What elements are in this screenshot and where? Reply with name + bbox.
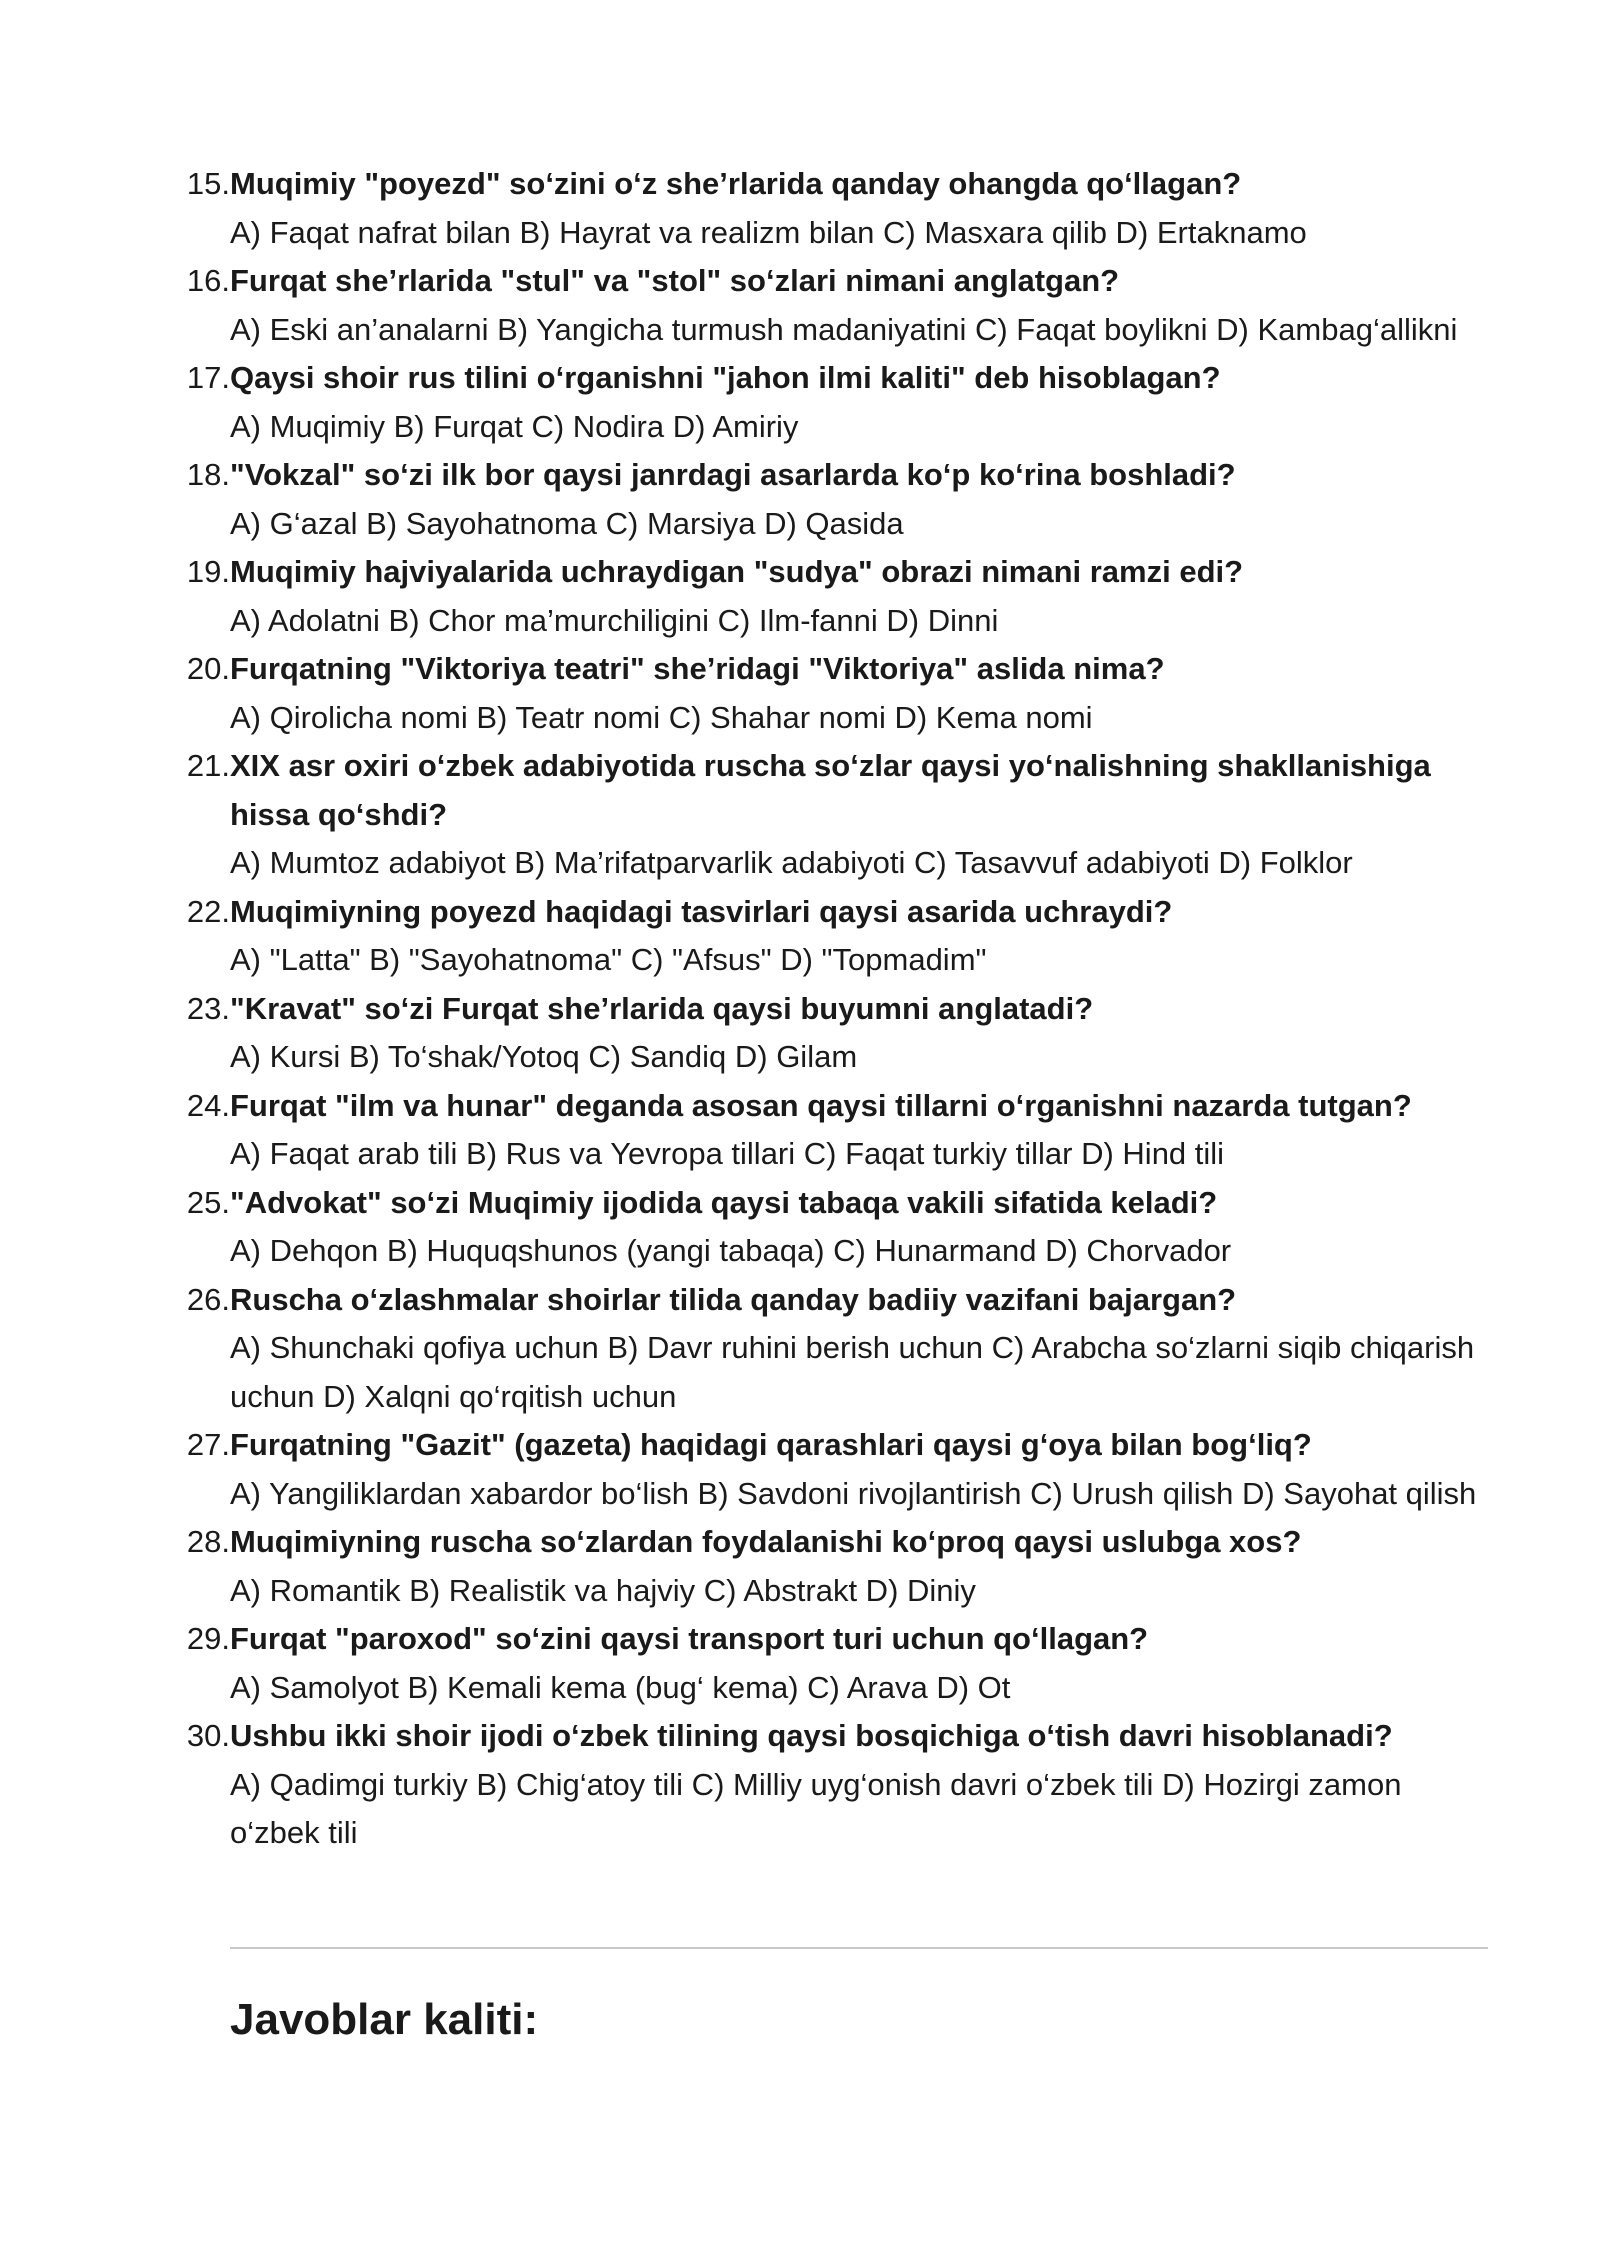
question-text: Muqimiy hajviyalarida uchraydigan "sudya" obrazi nimani ramzi edi? (230, 554, 1244, 589)
question-text: Qaysi shoir rus tilini o‘rganishni "jahon ilmi kaliti" deb hisoblagan? (230, 360, 1221, 395)
question-body (230, 888, 1490, 985)
question-options: A) Romantik B) Realistik va hajviy C) Abstrakt D) Diniy (230, 1572, 976, 1608)
question-number: 30. (186, 1718, 230, 1753)
section-divider (230, 1947, 1488, 1949)
question-item (180, 1421, 1490, 1518)
question-text: "Kravat" so‘zi Furqat she’rlarida qaysi buyumni anglatadi? (230, 990, 1094, 1026)
question-body (230, 451, 1490, 548)
question-number: 20. (186, 651, 230, 686)
question-text: Muqimiyning poyezd haqidagi tasvirlari qaysi asarida uchraydi? (230, 893, 1173, 929)
question-text: Furqat "paroxod" so‘zini qaysi transport turi uchun qo‘llagan? (230, 1621, 1149, 1656)
question-body (230, 160, 1490, 257)
question-options: A) Mumtoz adabiyot B) Ma’rifatparvarlik adabiyoti C) Tasavvuf adabiyoti D) Folklor (230, 845, 1353, 880)
question-item (180, 354, 1490, 451)
question-number: 15. (186, 166, 230, 201)
question-body (230, 548, 1490, 645)
question-body (230, 645, 1490, 742)
question-text: Furqat "ilm va hunar" deganda asosan qaysi tillarni o‘rganishni nazarda tutgan? (230, 1087, 1412, 1123)
question-number: 18. (186, 457, 230, 492)
question-number: 28. (186, 1524, 230, 1559)
question-number: 29. (186, 1621, 230, 1656)
question-body (230, 354, 1490, 451)
question-body (230, 1082, 1490, 1179)
question-number: 22. (186, 893, 230, 929)
question-text: Ruscha o‘zlashmalar shoirlar tilida qanday badiiy vazifani bajargan? (230, 1281, 1237, 1317)
question-text: "Advokat" so‘zi Muqimiy ijodida qaysi tabaqa vakili sifatida keladi? (230, 1184, 1218, 1220)
question-options: A) Qadimgi turkiy B) Chig‘atoy tili C) Milliy uyg‘onish davri o‘zbek tili D) Hozirgi zamon o‘zbek tili (230, 1766, 1402, 1850)
question-options: A) Samolyot B) Kemali kema (bug‘ kema) C) Arava D) Ot (230, 1669, 1011, 1705)
question-options: A) Eski an’analarni B) Yangicha turmush madaniyatini C) Faqat boylikni D) Kambag‘allikni (230, 311, 1458, 347)
question-item (180, 1082, 1490, 1179)
question-item (180, 548, 1490, 645)
question-number: 19. (186, 554, 230, 589)
question-text: XIX asr oxiri o‘zbek adabiyotida ruscha so‘zlar qaysi yo‘nalishning shakllanishiga hissa qo‘shdi? (230, 748, 1431, 832)
question-item (180, 1712, 1490, 1858)
question-body (230, 1518, 1490, 1615)
question-item (180, 1518, 1490, 1615)
question-item (180, 742, 1490, 888)
question-item (180, 1276, 1490, 1422)
question-options: A) Adolatni B) Chor ma’murchiligini C) Ilm-fanni D) Dinni (230, 602, 999, 638)
question-item (180, 985, 1490, 1082)
question-number: 17. (186, 360, 230, 395)
question-options: A) Shunchaki qofiya uchun B) Davr ruhini berish uchun C) Arabcha so‘zlarni siqib chiqarish uchun D) Xalqni qo‘rqitish uchun (230, 1330, 1475, 1414)
question-text: Furqatning "Gazit" (gazeta) haqidagi qarashlari qaysi g‘oya bilan bog‘liq? (230, 1427, 1312, 1462)
question-body (230, 1615, 1490, 1712)
question-item (180, 645, 1490, 742)
question-item (180, 451, 1490, 548)
question-options: A) "Latta" B) "Sayohatnoma" C) "Afsus" D) "Topmadim" (230, 942, 987, 977)
question-text: "Vokzal" so‘zi ilk bor qaysi janrdagi asarlarda ko‘p ko‘rina boshladi? (230, 457, 1236, 492)
question-number: 24. (186, 1087, 230, 1123)
question-text: Furqatning "Viktoriya teatri" she’ridagi "Viktoriya" aslida nima? (230, 651, 1165, 686)
question-number: 16. (186, 263, 230, 298)
question-options: A) Faqat nafrat bilan B) Hayrat va realizm bilan C) Masxara qilib D) Ertaknamo (230, 214, 1307, 250)
question-item (180, 888, 1490, 985)
question-number: 23. (186, 990, 230, 1026)
question-number: 25. (186, 1184, 230, 1220)
question-number: 26. (186, 1281, 230, 1317)
question-number: 21. (186, 748, 230, 783)
question-body (230, 742, 1490, 888)
answers-heading: Javoblar kaliti: (230, 1995, 539, 2044)
question-body (230, 1712, 1490, 1858)
question-text: Ushbu ikki shoir ijodi o‘zbek tilining qaysi bosqichiga o‘tish davri hisoblanadi? (230, 1718, 1393, 1753)
question-item (180, 257, 1490, 354)
question-options: A) Yangiliklardan xabardor bo‘lish B) Savdoni rivojlantirish C) Urush qilish D) Sayohat qilish (230, 1475, 1477, 1511)
question-body (230, 1421, 1490, 1518)
question-text: Muqimiyning ruscha so‘zlardan foydalanishi ko‘proq qaysi uslubga xos? (230, 1524, 1302, 1559)
question-options: A) Dehqon B) Huquqshunos (yangi tabaqa) C) Hunarmand D) Chorvador (230, 1233, 1232, 1268)
question-text: Furqat she’rlarida "stul" va "stol" so‘zlari nimani anglatgan? (230, 263, 1120, 298)
question-text: Muqimiy "poyezd" so‘zini o‘z she’rlarida qanday ohangda qo‘llagan? (230, 166, 1242, 201)
question-options: A) G‘azal B) Sayohatnoma C) Marsiya D) Qasida (230, 505, 904, 541)
question-item (180, 1615, 1490, 1712)
question-body (230, 257, 1490, 354)
question-body (230, 1179, 1490, 1276)
question-body (230, 985, 1490, 1082)
question-item (180, 160, 1490, 257)
question-options: A) Muqimiy B) Furqat C) Nodira D) Amiriy (230, 408, 799, 444)
question-options: A) Kursi B) To‘shak/Yotoq C) Sandiq D) Gilam (230, 1039, 858, 1074)
question-body (230, 1276, 1490, 1422)
question-options: A) Faqat arab tili B) Rus va Yevropa tillari C) Faqat turkiy tillar D) Hind tili (230, 1136, 1225, 1171)
question-options: A) Qirolicha nomi B) Teatr nomi C) Shahar nomi D) Kema nomi (230, 699, 1093, 735)
question-list (180, 160, 1490, 1858)
question-item (180, 1179, 1490, 1276)
question-number: 27. (186, 1427, 230, 1462)
